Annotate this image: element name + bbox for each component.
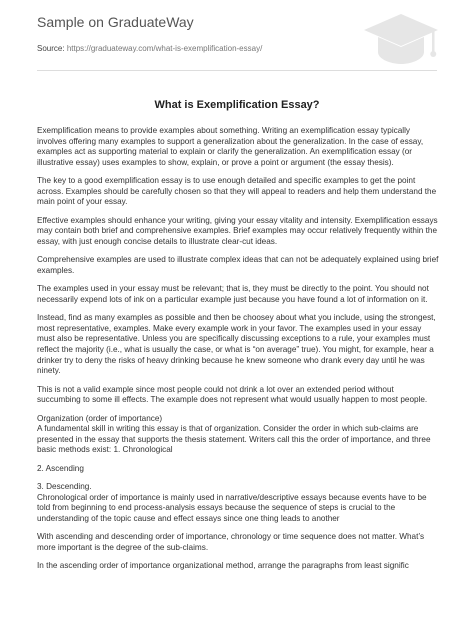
paragraph: 3. Descending. Chronological order of importance is mainly used in narrative/descriptive essays because events have to be told from beginning to end process-analysis essays because the sequence of steps is crucial to the understanding of the topic cause and effect essays since one thing leads to another (37, 482, 427, 523)
paragraph: In the ascending order of importance organizational method, arrange the paragraphs from least signific (37, 561, 409, 571)
graduation-cap-icon (362, 10, 440, 70)
article-title: What is Exemplification Essay? (154, 99, 320, 111)
site-title[interactable]: Sample on GraduateWay (37, 14, 194, 30)
header-divider (37, 70, 437, 71)
paragraph: Exemplification means to provide examples about something. Writing an exemplification essay typically involves offering many examples to support a generalization about the generalization. In the case of essay, examples act as supporting material to explain or clarify the generalization. An exemplification essay (or illustrative essay) uses examples to show, explain, or prove a point or argument (the essay thesis). (37, 126, 424, 167)
paragraph: Organization (order of importance) A fundamental skill in writing this essay is that of organization. Consider the order in which sub-claims are presented in the essay that supports the thesis statement. Writers call this the order of importance, and three basic methods exist: 1. Chronological (37, 413, 431, 455)
paragraph: 2. Ascending (37, 463, 84, 473)
paragraph: The key to a good exemplification essay is to use enough detailed and specific examples to get the point across. Examples should be carefully chosen so that they will appeal to readers and help them understand the main point of your essay. (37, 176, 437, 207)
source-url[interactable]: https://graduateway.com/what-is-exemplification-essay/ (66, 44, 263, 53)
paragraph: Instead, find as many examples as possible and then be choosey about what you include, using the strongest, most representative, examples. Make every example work in your favor. The examples used in your essay must also be representative. Unless you are specifically discussing exceptions to a rule, your examples must reflect the majority (i.e., what is usually the case, or what is “on average” true). You might, for example, hear a drinker try to deny the risks of heavy drinking because he knew someone who drank every day until he was ninety. (37, 313, 436, 376)
paragraph: With ascending and descending order of importance, chronology or time sequence does not matter. What’s more important is the degree of the sub-claims. (37, 532, 425, 552)
article-body (37, 126, 439, 580)
paragraph: Effective examples should enhance your writing, giving your essay vitality and intensity. Exemplification essays may contain both brief and comprehensive examples. Brief examples may occur relatively frequently within the essay, with just enough concise details to illustrate clear-cut ideas. (37, 215, 438, 246)
paragraph: Comprehensive examples are used to illustrate complex ideas that can not be adequately explained using brief examples. (37, 255, 439, 275)
source-label: Source: (37, 44, 65, 53)
paragraph: This is not a valid example since most people could not drink a lot over an extended period without succumbing to some ill effects. The example does not represent what would usually happen to most people. (37, 384, 428, 405)
paragraph: The examples used in your essay must be relevant; that is, they must be directly to the point. You should not necessarily expend lots of ink on a particular example just because you have found a lot of information on it. (37, 284, 429, 304)
